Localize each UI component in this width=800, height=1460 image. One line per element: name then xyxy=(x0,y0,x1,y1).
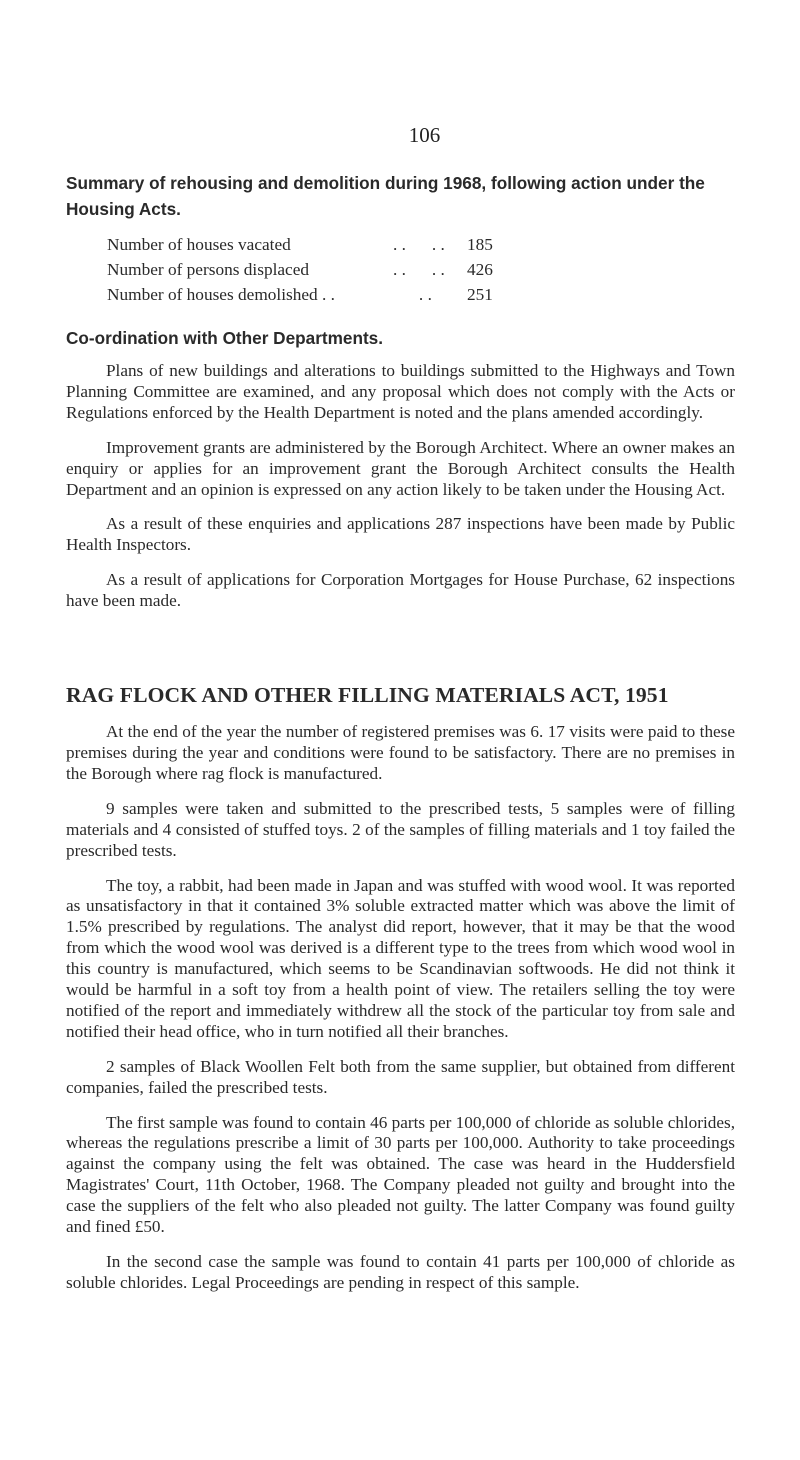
summary-leader-dots: . . . . xyxy=(393,260,445,279)
rag-flock-paragraph: 9 samples were taken and submitted to the prescribed tests, 5 samples were of filling materials and 4 consisted of stuffed toys. 2 of the samples of filling materials and 1 toy failed the prescribed tests. xyxy=(66,798,735,860)
rag-flock-paragraph: In the second case the sample was found to contain 41 parts per 100,000 of chloride as soluble chlorides. Legal Proceedings are pending in respect of this sample. xyxy=(66,1252,735,1292)
summary-value: 426 xyxy=(467,260,493,279)
rehousing-summary-table xyxy=(107,232,735,307)
page-number: 106 xyxy=(408,123,441,147)
summary-label: Number of houses vacated xyxy=(107,235,291,254)
rehousing-heading: Summary of rehousing and demolition during 1968, following action under the Housing Acts. xyxy=(66,173,705,219)
rag-flock-paragraph: The first sample was found to contain 46 parts per 100,000 of chloride as soluble chlorides, whereas the regulations prescribe a limit of 30 parts per 100,000. Authority to take proceedings against the company using the felt was obtained. The case was heard in the Huddersfield Magistrates' Court, 11th October, 1968. The Company pleaded not guilty and brought into the case the suppliers of the felt who also pleaded not guilty. The latter Company was found guilty and fined £50. xyxy=(66,1112,735,1237)
summary-leader-dots: . . . . xyxy=(393,235,445,254)
summary-value: 251 xyxy=(467,285,493,304)
coordination-paragraph: Improvement grants are administered by the Borough Architect. Where an owner makes an enquiry or applies for an improvement grant the Borough Architect consults the Health Department and an opinion is expressed on any action likely to be taken under the Housing Act. xyxy=(66,437,735,499)
summary-label: Number of houses demolished . . xyxy=(107,285,335,304)
coordination-heading: Co-ordination with Other Departments. xyxy=(66,328,384,348)
rag-flock-paragraph: At the end of the year the number of registered premises was 6. 17 visits were paid to these premises during the year and conditions were found to be satisfactory. There are no premises in the Borough where rag flock is manufactured. xyxy=(66,722,735,783)
summary-value: 185 xyxy=(467,235,493,254)
summary-row-houses-vacated xyxy=(107,232,735,257)
rag-flock-paragraph: 2 samples of Black Woollen Felt both from the same supplier, but obtained from different companies, failed the prescribed tests. xyxy=(66,1056,735,1097)
summary-leader-dots: . . xyxy=(393,285,432,304)
rag-flock-section xyxy=(66,722,735,1294)
coordination-section xyxy=(66,361,735,612)
coordination-paragraph: As a result of these enquiries and applications 287 inspections have been made by Public Health Inspectors. xyxy=(66,514,735,555)
coordination-paragraph: Plans of new buildings and alterations to buildings submitted to the Highways and Town Planning Committee are examined, and any proposal which does not comply with the Acts or Regulations enforced by the Health Department is noted and the plans amended accordingly. xyxy=(66,361,735,422)
rag-flock-paragraph: The toy, a rabbit, had been made in Japan and was stuffed with wood wool. It was reported as unsatisfactory in that it contained 3% soluble extracted matter which was above the limit of 1.5% prescribed by regulations. The analyst did report, however, that it may be that the wood from which the wood wool was derived is a different type to the trees from which wood wool in this country is manufactured, which seems to be Scandinavian softwoods. He did not think it would be harmful in a soft toy from a health point of view. The retailers selling the toy were notified of the report and immediately withdrew all the stock of the particular toy from sale and notified their head office, who in turn notified all their branches. xyxy=(66,875,735,1041)
summary-label: Number of persons displaced xyxy=(107,260,310,279)
coordination-paragraph: As a result of applications for Corporation Mortgages for House Purchase, 62 inspections have been made. xyxy=(66,570,735,611)
document-page xyxy=(66,0,735,1308)
section-spacer xyxy=(66,307,735,325)
rag-flock-act-heading: RAG FLOCK AND OTHER FILLING MATERIALS ACT, 1951 xyxy=(66,683,669,708)
summary-row-persons-displaced xyxy=(107,257,735,282)
summary-row-houses-demolished xyxy=(107,282,735,307)
